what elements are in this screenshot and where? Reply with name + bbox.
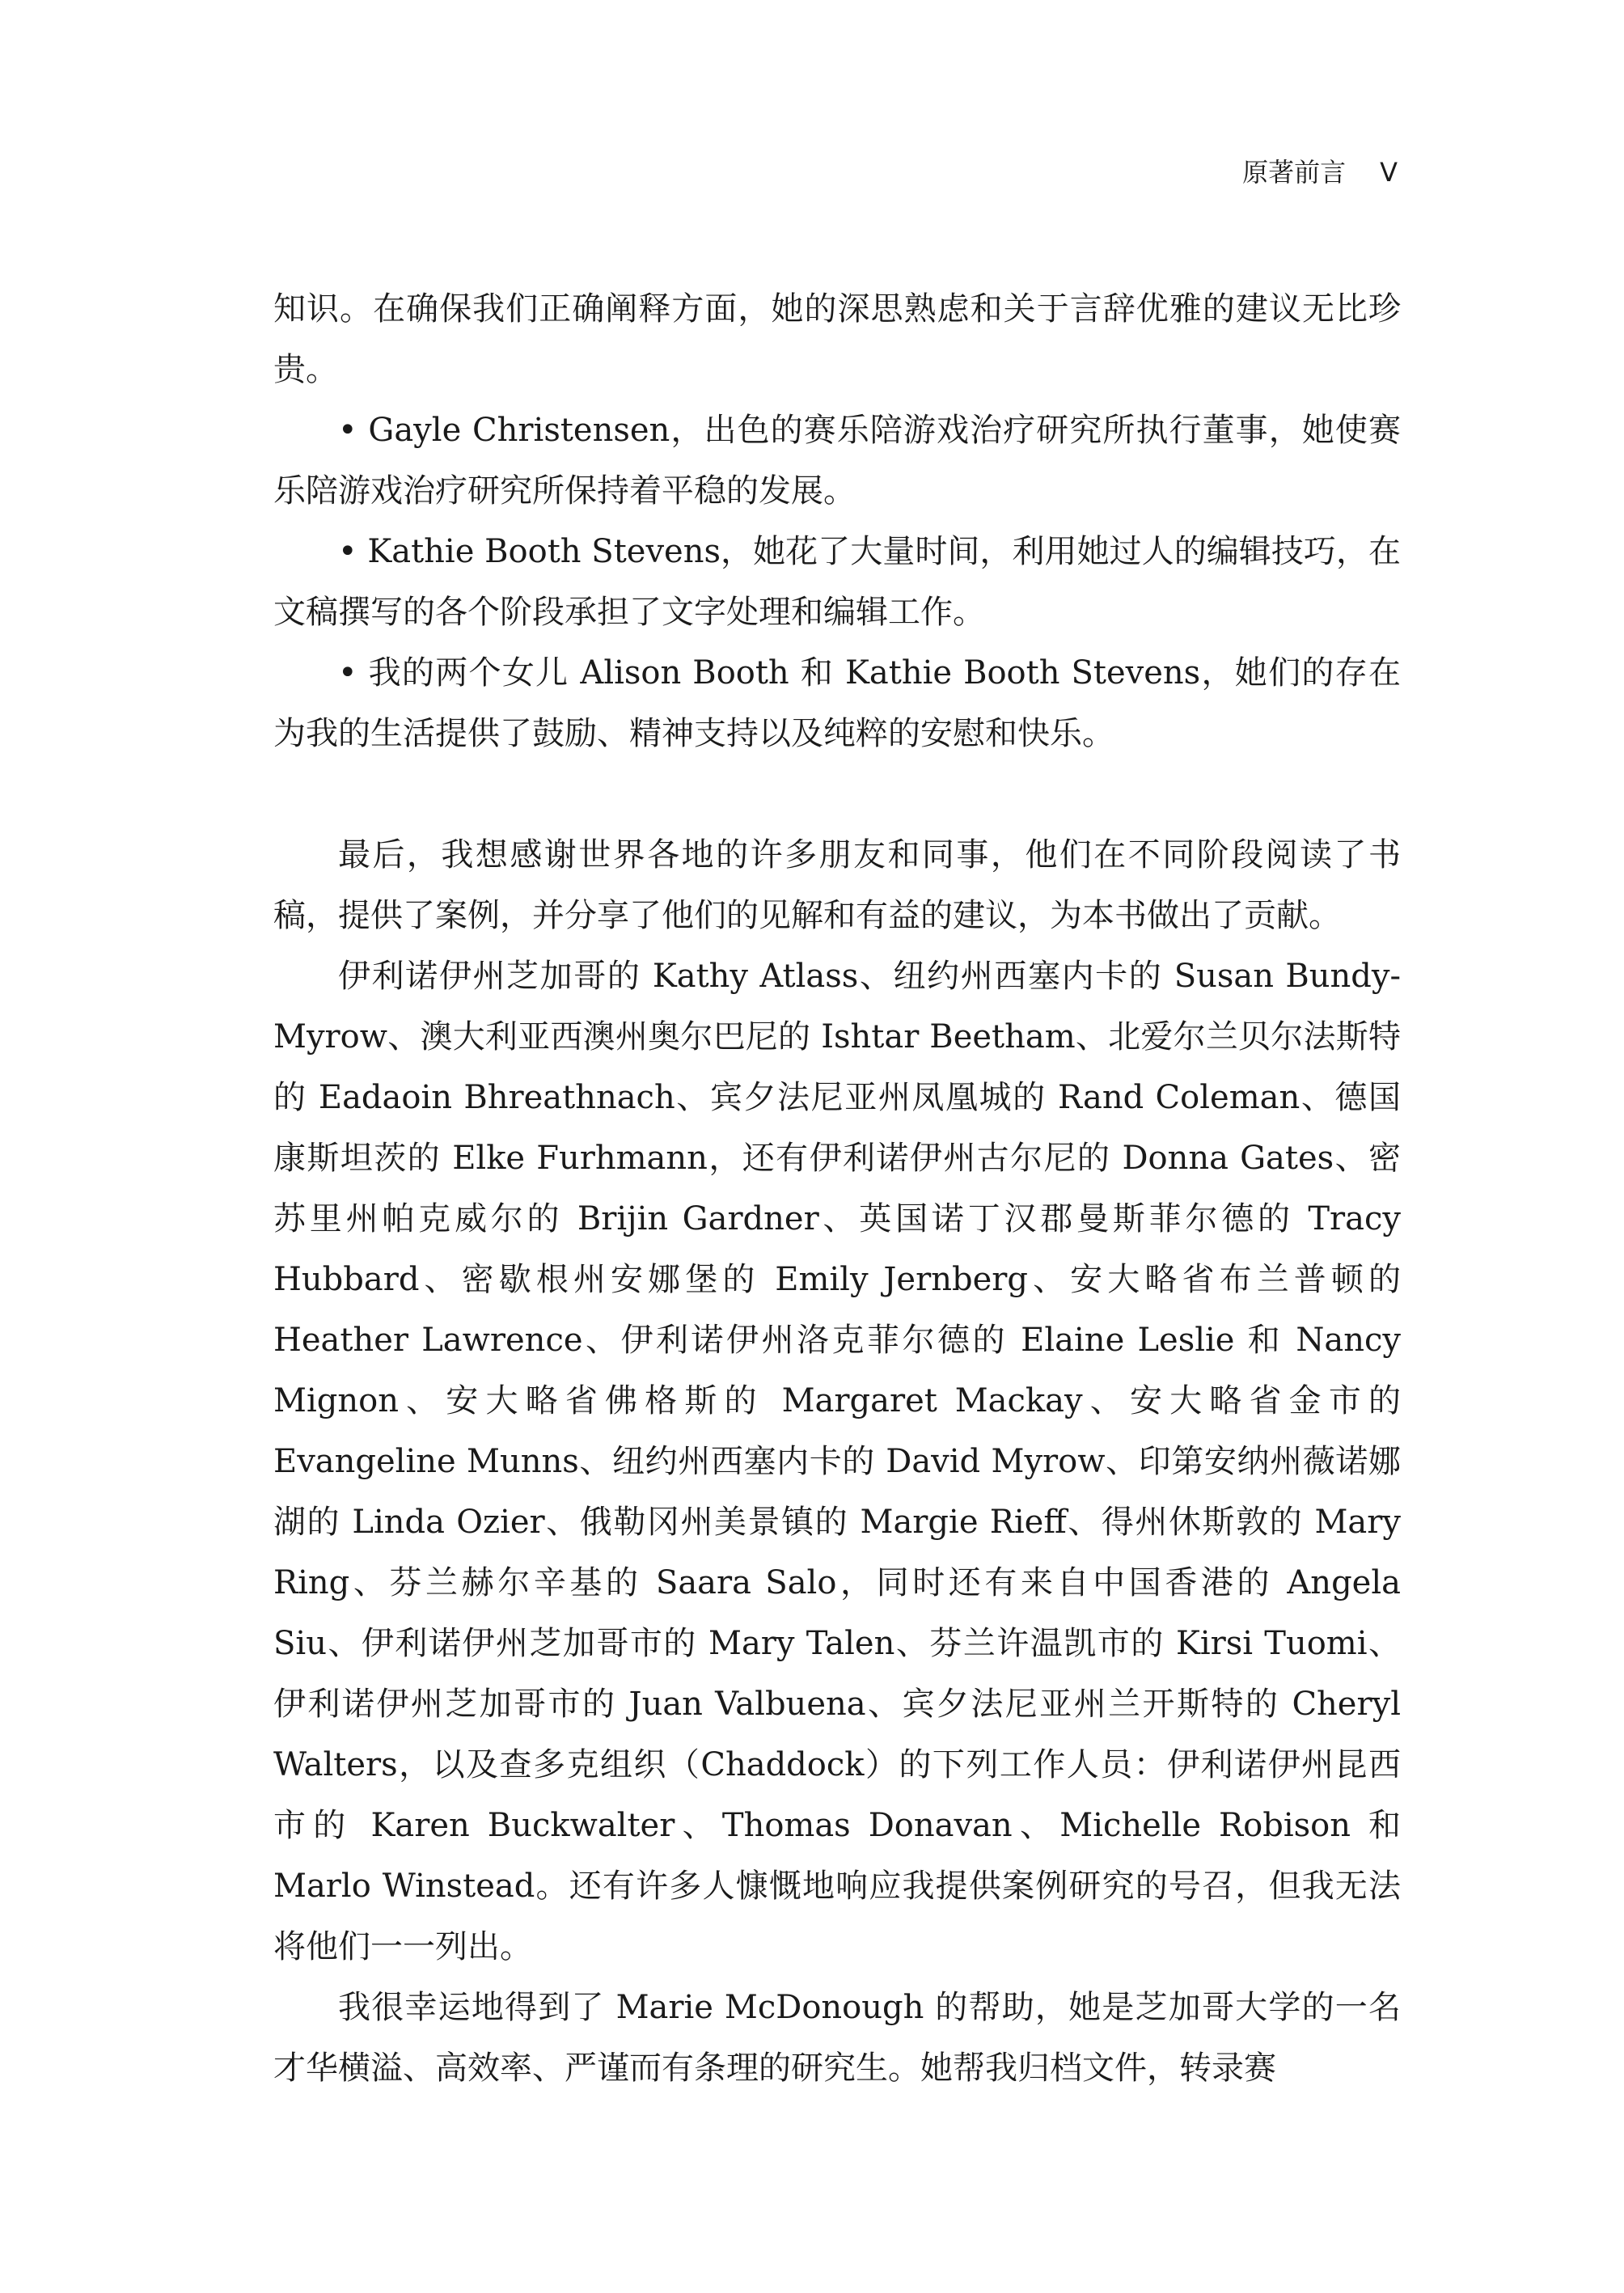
paragraph-research-assistant: 我很幸运地得到了 Marie McDonough 的帮助，她是芝加哥大学的一名才华横溢、高效率、严谨而有条理的研究生。她帮我归档文件，转录赛 (273, 1989, 1401, 2087)
bullet-item-daughters: • 我的两个女儿 Alison Booth 和 Kathie Booth Stevens，她们的存在为我的生活提供了鼓励、精神支持以及纯粹的安慰和快乐。 (273, 654, 1401, 752)
section-title: 原著前言 (1242, 157, 1347, 188)
body-text (273, 279, 1401, 2099)
page-number: V (1380, 157, 1398, 188)
paragraph-thanks-friends: 最后，我想感谢世界各地的许多朋友和同事，他们在不同阶段阅读了书稿，提供了案例，并分享了他们的见解和有益的建议，为本书做出了贡献。 (273, 836, 1401, 934)
paragraph-continuation: 知识。在确保我们正确阐释方面，她的深思熟虑和关于言辞优雅的建议无比珍贵。 (273, 290, 1401, 388)
running-header (1242, 156, 1398, 188)
paragraph-contributors-list: 伊利诺伊州芝加哥的 Kathy Atlass、纽约州西塞内卡的 Susan Bundy-Myrow、澳大利亚西澳州奥尔巴尼的 Ishtar Beetham、北爱尔兰贝尔法斯特的 Eadaoin Bhreathnach、宾夕法尼亚州凤凰城的 Rand Coleman、德国康斯坦茨的 Elke Furhmann，还有伊利诺伊州古尔尼的 Donna Gates、密苏里州帕克威尔的 Brijin Gardner、英国诺丁汉郡曼斯菲尔德的 Tracy Hubbard、密歇根州安娜堡的 Emily Jernberg、安大略省布兰普顿的 Heather Lawrence、伊利诺伊州洛克菲尔德的 Elaine Leslie 和 Nancy Mignon、安大略省佛格斯的 Margaret Mackay、安大略省金市的 Evangeline Munns、纽约州西塞内卡的 David Myrow、印第安纳州薇诺娜湖的 Linda Ozier、俄勒冈州美景镇的 Margie Rieff、得州休斯敦的 Mary Ring、芬兰赫尔辛基的 Saara Salo，同时还有来自中国香港的 Angela Siu、伊利诺伊州芝加哥市的 Mary Talen、芬兰许温凯市的 Kirsi Tuomi、伊利诺伊州芝加哥市的 Juan Valbuena、宾夕法尼亚州兰开斯特的 Cheryl Walters，以及查多克组织（Chaddock）的下列工作人员：伊利诺伊州昆西市的 Karen Buckwalter、Thomas Donavan、Michelle Robison 和 Marlo Winstead。还有许多人慷慨地响应我提供案例研究的号召，但我无法将他们一一列出。 (273, 958, 1401, 1965)
bullet-item-kathie-booth-stevens: • Kathie Booth Stevens，她花了大量时间，利用她过人的编辑技巧，在文稿撰写的各个阶段承担了文字处理和编辑工作。 (273, 533, 1401, 631)
bullet-item-gayle-christensen: • Gayle Christensen，出色的赛乐陪游戏治疗研究所执行董事，她使赛乐陪游戏治疗研究所保持着平稳的发展。 (273, 412, 1401, 510)
